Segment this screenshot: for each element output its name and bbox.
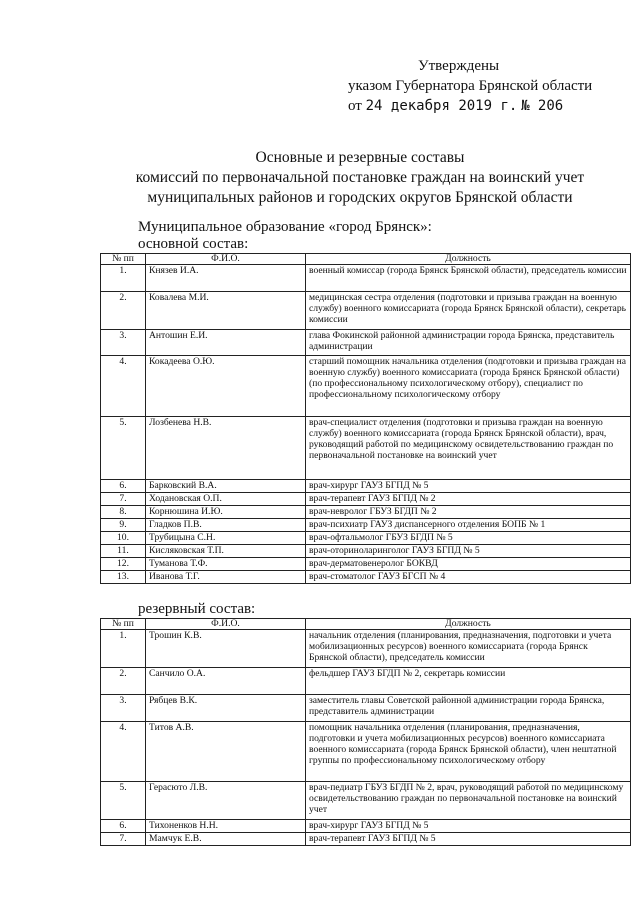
table-row: [101, 833, 631, 846]
table-row: [101, 695, 631, 722]
reserve-composition-label: резервный состав:: [138, 601, 256, 617]
member-position: старший помощник начальника отделения (подготовки и призыва граждан на военную службу) военного комиссариата (города Брянск Брянской области) (по профессиональному психологическому отбору), специалист по профессиональному психологическому отбору: [306, 356, 631, 417]
col-header-position: Должность: [306, 619, 631, 630]
table-row: [101, 265, 631, 292]
row-number: 1.: [101, 630, 146, 668]
member-position: врач-терапевт ГАУЗ БГПД № 2: [306, 493, 631, 506]
table-row: [101, 820, 631, 833]
approval-date-prefix: от: [348, 98, 362, 114]
member-position: врач-терапевт ГАУЗ БГПД № 5: [306, 833, 631, 846]
approval-decree: указом Губернатора Брянской области: [348, 78, 593, 94]
member-name: Кокадеева О.Ю.: [146, 356, 306, 417]
approval-block: [348, 56, 633, 116]
col-header-position: Должность: [306, 254, 631, 265]
row-number: 8.: [101, 506, 146, 519]
table-row: [101, 519, 631, 532]
member-position: помощник начальника отделения (планирования, предназначения, подготовки и учета мобилизационных ресурсов) военного комиссариата военного комиссариата (города Брянск Брянской области), член нештатной группы по профессиональному психологическому отбору: [306, 722, 631, 782]
table-row: [101, 480, 631, 493]
member-position: глава Фокинской районной администрации города Брянска, представитель администрации: [306, 330, 631, 356]
member-name: Лозбенева Н.В.: [146, 417, 306, 480]
member-position: врач-офтальмолог ГБУЗ БГДП № 5: [306, 532, 631, 545]
table-header-row: [101, 254, 631, 265]
table-row: [101, 532, 631, 545]
member-position: фельдшер ГАУЗ БГДП № 2, секретарь комиссии: [306, 668, 631, 695]
row-number: 6.: [101, 480, 146, 493]
member-position: начальник отделения (планирования, предназначения, подготовки и учета мобилизационных ресурсов) военного комиссариата (города Брянск Брянской области), председатель комиссии: [306, 630, 631, 668]
table-row: [101, 630, 631, 668]
member-name: Гладков П.В.: [146, 519, 306, 532]
member-position: медицинская сестра отделения (подготовки и призыва граждан на военную службу) военного комиссариата (города Брянск Брянской области), секретарь комиссии: [306, 292, 631, 330]
row-number: 2.: [101, 292, 146, 330]
table-header-row: [101, 619, 631, 630]
table-row: [101, 558, 631, 571]
member-name: Князев И.А.: [146, 265, 306, 292]
member-position: врач-дерматовенеролог БОКВД: [306, 558, 631, 571]
row-number: 13.: [101, 571, 146, 584]
row-number: 10.: [101, 532, 146, 545]
member-name: Антошин Е.И.: [146, 330, 306, 356]
member-name: Туманова Т.Ф.: [146, 558, 306, 571]
member-name: Герасюто Л.В.: [146, 782, 306, 820]
row-number: 4.: [101, 356, 146, 417]
col-header-number: № пп: [101, 254, 146, 265]
heading-line-2: комиссий по первоначальной постановке граждан на воинский учет: [135, 169, 585, 186]
member-position: врач-психиатр ГАУЗ диспансерного отделения БОПБ № 1: [306, 519, 631, 532]
approval-number: № 206: [521, 98, 564, 114]
member-name: Рябцев В.К.: [146, 695, 306, 722]
member-name: Мамчук Е.В.: [146, 833, 306, 846]
col-header-name: Ф.И.О.: [146, 619, 306, 630]
member-position: врач-хирург ГАУЗ БГПД № 5: [306, 480, 631, 493]
row-number: 1.: [101, 265, 146, 292]
heading-line-3: муниципальных районов и городских округов Брянской области: [147, 189, 573, 206]
heading-line-1: Основные и резервные составы: [255, 149, 465, 166]
member-position: военный комиссар (города Брянск Брянской области), председатель комиссии: [306, 265, 631, 292]
table-row: [101, 417, 631, 480]
member-name: Титов А.В.: [146, 722, 306, 782]
member-name: Ковалева М.И.: [146, 292, 306, 330]
table-row: [101, 668, 631, 695]
member-position: врач-специалист отделения (подготовки и призыва граждан на военную службу) военного комиссариата (города Брянск Брянской области), врач, руководящий работой по медицинскому освидетельствованию граждан по первоначальной постановке на воинский учет: [306, 417, 631, 480]
row-number: 3.: [101, 330, 146, 356]
table-row: [101, 545, 631, 558]
row-number: 7.: [101, 493, 146, 506]
member-name: Тихоненков Н.Н.: [146, 820, 306, 833]
table-row: [101, 571, 631, 584]
col-header-name: Ф.И.О.: [146, 254, 306, 265]
row-number: 7.: [101, 833, 146, 846]
member-name: Барковский В.А.: [146, 480, 306, 493]
row-number: 4.: [101, 722, 146, 782]
row-number: 5.: [101, 417, 146, 480]
approval-title: Утверждены: [418, 58, 500, 74]
reserve-composition-table: [100, 618, 631, 846]
member-name: Санчило О.А.: [146, 668, 306, 695]
approval-date: 24 декабря 2019 г.: [365, 98, 518, 114]
table-row: [101, 493, 631, 506]
member-name: Иванова Т.Г.: [146, 571, 306, 584]
row-number: 9.: [101, 519, 146, 532]
member-position: врач-стоматолог ГАУЗ БГСП № 4: [306, 571, 631, 584]
member-position: заместитель главы Советской районной администрации города Брянска, представитель администрации: [306, 695, 631, 722]
member-name: Корнюшина И.Ю.: [146, 506, 306, 519]
table-row: [101, 330, 631, 356]
row-number: 12.: [101, 558, 146, 571]
table-row: [101, 292, 631, 330]
member-position: врач-педиатр ГБУЗ БГДП № 2, врач, руководящий работой по медицинскому освидетельствованию граждан по первоначальной постановке на воинский учет: [306, 782, 631, 820]
member-name: Кисляковская Т.П.: [146, 545, 306, 558]
member-position: врач-оториноларинголог ГАУЗ БГПД № 5: [306, 545, 631, 558]
row-number: 11.: [101, 545, 146, 558]
municipality-label: Муниципальное образование «город Брянск»:: [138, 219, 432, 235]
member-position: врач-невролог ГБУЗ БГДП № 2: [306, 506, 631, 519]
main-composition-table: [100, 253, 631, 584]
member-name: Трошин К.В.: [146, 630, 306, 668]
row-number: 5.: [101, 782, 146, 820]
row-number: 6.: [101, 820, 146, 833]
main-composition-label: основной состав:: [138, 236, 249, 252]
table-row: [101, 506, 631, 519]
member-name: Трубицына С.Н.: [146, 532, 306, 545]
table-row: [101, 782, 631, 820]
approval-date-line: [348, 96, 633, 116]
table-row: [101, 722, 631, 782]
document-heading: [100, 148, 620, 208]
row-number: 2.: [101, 668, 146, 695]
member-position: врач-хирург ГАУЗ БГПД № 5: [306, 820, 631, 833]
col-header-number: № пп: [101, 619, 146, 630]
table-row: [101, 356, 631, 417]
member-name: Ходановская О.П.: [146, 493, 306, 506]
row-number: 3.: [101, 695, 146, 722]
